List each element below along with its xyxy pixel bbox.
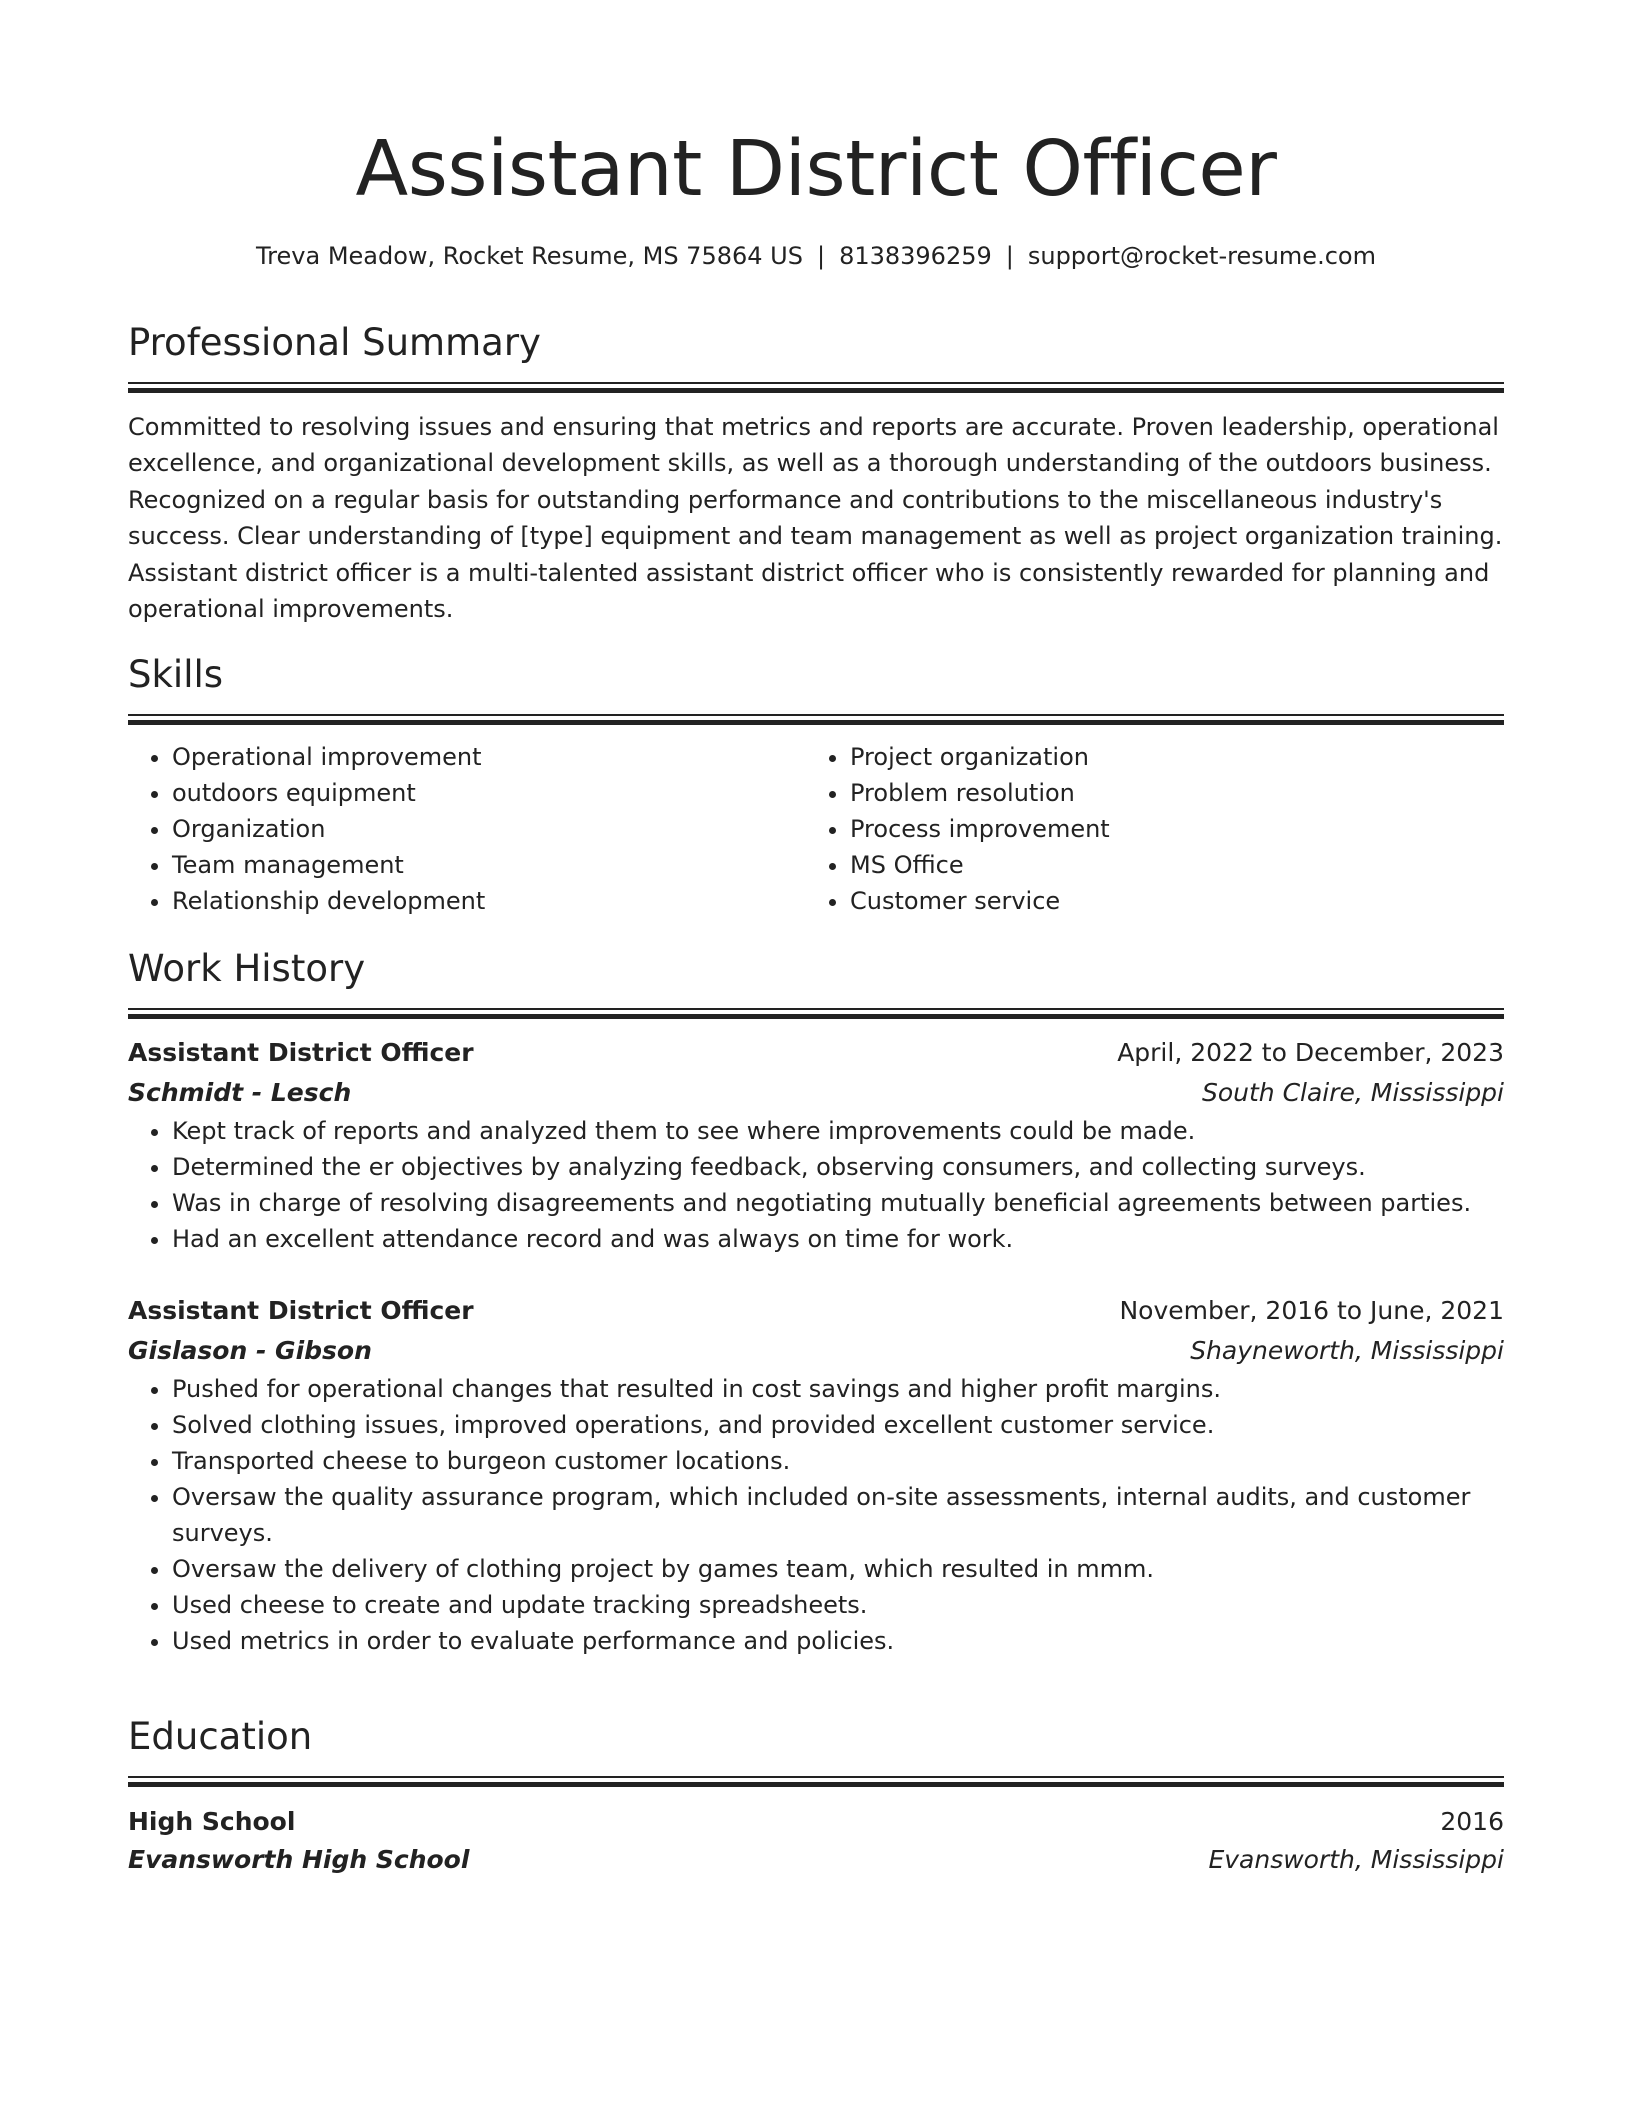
education-school: Evansworth High School: [128, 1845, 470, 1874]
job-dates: November, 2016 to June, 2021: [1119, 1296, 1504, 1325]
job-subheader: [128, 1331, 1504, 1371]
section-divider: [128, 1776, 1504, 1785]
skill-item: • Process improvement: [850, 811, 1484, 847]
job-bullet: • Transported cheese to burgeon customer locations.: [172, 1443, 1504, 1479]
contact-line: [128, 238, 1504, 274]
skill-item: • Problem resolution: [850, 775, 1484, 811]
job-header: [128, 1291, 1504, 1331]
skills-heading: Skills: [128, 653, 224, 696]
job-bullet: • Oversaw the delivery of clothing project by games team, which resulted in mmm.: [172, 1551, 1504, 1587]
job-entry: [128, 1033, 1504, 1257]
job-dates: April, 2022 to December, 2023: [1117, 1038, 1504, 1067]
job-header: [128, 1033, 1504, 1073]
skill-item: • MS Office: [850, 847, 1484, 883]
skills-grid: [128, 739, 1504, 919]
skill-item: • Customer service: [850, 883, 1484, 919]
job-location: Shayneworth, Mississippi: [1190, 1336, 1504, 1365]
job-bullet: • Was in charge of resolving disagreements and negotiating mutually beneficial agreements between parties.: [172, 1185, 1504, 1221]
education-entry: [128, 1803, 1504, 1879]
education-heading: Education: [128, 1715, 313, 1758]
contact-phone: 8138396259: [839, 242, 992, 270]
job-subheader: [128, 1073, 1504, 1113]
skill-item: • outdoors equipment: [172, 775, 806, 811]
skill-item: • Team management: [172, 847, 806, 883]
job-bullet: • Oversaw the quality assurance program, which included on-site assessments, internal audits, and customer surveys.: [172, 1479, 1504, 1551]
skill-item: • Project organization: [850, 739, 1484, 775]
education-header: [128, 1803, 1504, 1841]
skill-item: • Relationship development: [172, 883, 806, 919]
education-section: [128, 1712, 1504, 1879]
job-company: Gislason - Gibson: [128, 1336, 372, 1365]
skill-item: • Organization: [172, 811, 806, 847]
job-bullets: [128, 1113, 1504, 1257]
work-history-section: [128, 944, 1504, 1659]
job-title: Assistant District Officer: [128, 1296, 474, 1325]
job-entry: [128, 1291, 1504, 1659]
job-bullet: • Pushed for operational changes that resulted in cost savings and higher profit margins.: [172, 1371, 1504, 1407]
education-year: 2016: [1440, 1807, 1504, 1836]
job-bullet: • Used metrics in order to evaluate performance and policies.: [172, 1623, 1504, 1659]
contact-separator: |: [1005, 242, 1014, 270]
resume-title: Assistant District Officer: [355, 125, 1277, 214]
work-history-heading: Work History: [128, 947, 366, 990]
summary-text: Committed to resolving issues and ensuring that metrics and reports are accurate. Proven leadership, operational excellence, and organizational development skills, as well as a thorough understanding of the outdoors business. Recognized on a regular basis for outstanding performance and contributions to the miscellaneous industry's success. Clear understanding of [type] equipment and team management as well as project organization training. Assistant district officer is a multi-talented assistant district officer who is consistently rewarded for planning and operational improvements.: [128, 413, 1503, 624]
job-location: South Claire, Mississippi: [1201, 1078, 1504, 1107]
job-bullet: • Had an excellent attendance record and was always on time for work.: [172, 1221, 1504, 1257]
summary-section: [128, 318, 1504, 627]
education-subheader: [128, 1841, 1504, 1879]
section-divider: [128, 382, 1504, 391]
section-divider: [128, 714, 1504, 723]
contact-separator: |: [816, 242, 826, 270]
skills-column-left: [128, 739, 806, 919]
education-location: Evansworth, Mississippi: [1208, 1845, 1504, 1874]
job-bullets: [128, 1371, 1504, 1659]
job-bullet: • Determined the er objectives by analyzing feedback, observing consumers, and collecting surveys.: [172, 1149, 1504, 1185]
skills-section: [128, 650, 1504, 919]
job-bullet: • Used cheese to create and update tracking spreadsheets.: [172, 1587, 1504, 1623]
education-degree: High School: [128, 1807, 296, 1836]
contact-address: Treva Meadow, Rocket Resume, MS 75864 US: [256, 242, 803, 270]
summary-heading: Professional Summary: [128, 321, 541, 364]
contact-email: support@rocket-resume.com: [1027, 242, 1376, 270]
job-bullet: • Kept track of reports and analyzed them to see where improvements could be made.: [172, 1113, 1504, 1149]
job-company: Schmidt - Lesch: [128, 1078, 352, 1107]
skills-column-right: [806, 739, 1484, 919]
job-title: Assistant District Officer: [128, 1038, 474, 1067]
job-bullet: • Solved clothing issues, improved operations, and provided excellent customer service.: [172, 1407, 1504, 1443]
skill-item: • Operational improvement: [172, 739, 806, 775]
section-divider: [128, 1008, 1504, 1017]
